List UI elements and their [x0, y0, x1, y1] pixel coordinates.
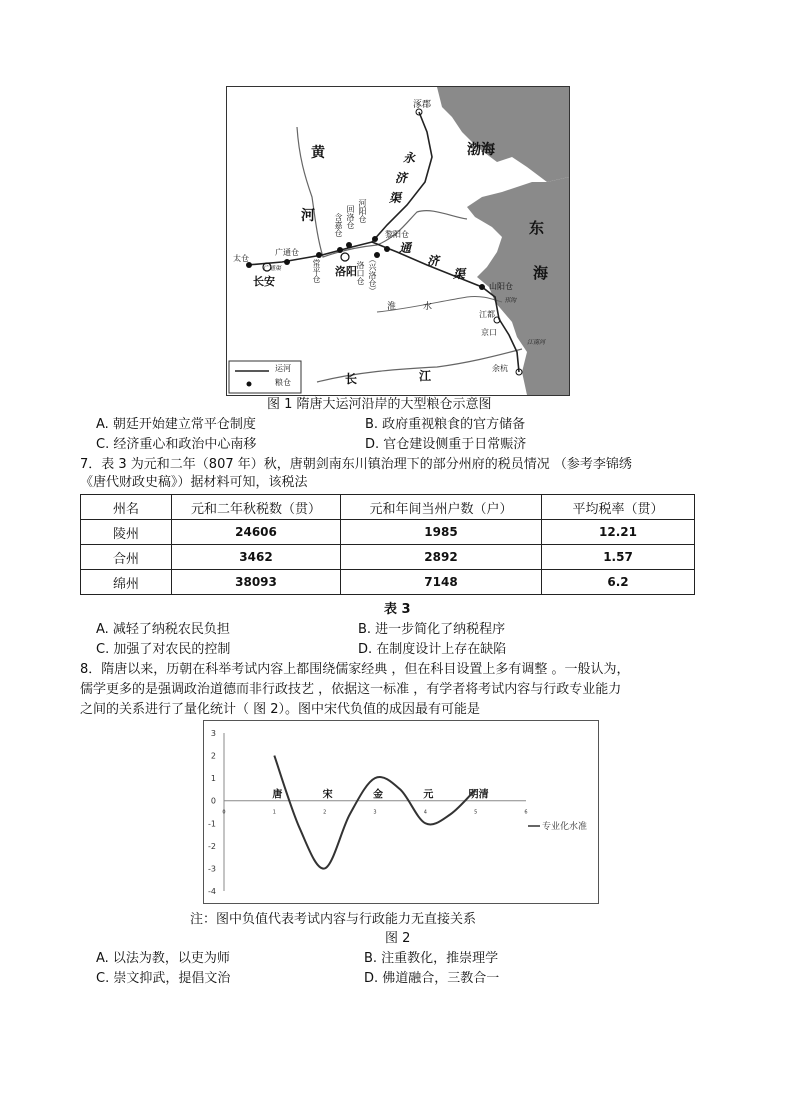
table-header-cell: 元和二年秋税数（贯）	[172, 495, 341, 520]
shanyang-granary-dot	[479, 284, 485, 290]
label-jiangdu: 江都	[479, 310, 495, 319]
label-luoyang: 洛阳	[335, 265, 357, 278]
x-tick-label: 5	[474, 809, 478, 816]
label-yongji-3: 渠	[389, 191, 402, 205]
x-tick-label: 4	[423, 809, 427, 816]
table3-caption: 表 3	[384, 602, 411, 617]
table-cell: 1985	[341, 520, 542, 545]
liyang-granary-dot	[384, 246, 390, 252]
x-tick-label: 2	[323, 809, 327, 816]
y-tick-label: -1	[208, 819, 216, 829]
q6-option-d: D. 官仓建设侧重于日常赈济	[365, 437, 527, 452]
table-row	[81, 520, 695, 545]
y-tick-label: -3	[208, 864, 216, 874]
table-cell: 1.57	[542, 545, 695, 570]
y-tick-label: -2	[208, 841, 216, 851]
label-donghai-2: 海	[533, 264, 549, 282]
label-yongji-1: 永	[403, 151, 416, 165]
label-changjiang-1: 长	[345, 372, 358, 386]
dynasty-label: 明清	[468, 789, 489, 801]
label-changpingcang: 常平仓	[312, 259, 321, 283]
label-tongji-2: 济	[427, 254, 440, 268]
q7-option-c: C. 加强了对农民的控制	[96, 642, 231, 657]
table-cell: 7148	[341, 570, 542, 595]
grand-canal-granary-map	[226, 86, 570, 396]
label-yuhang: 余杭	[492, 364, 508, 373]
luoyang-city-icon	[341, 253, 349, 261]
figure1-caption: 图 1 隋唐大运河沿岸的大型粮仓示意图	[267, 397, 492, 412]
huiluo-granary-dot	[346, 242, 352, 248]
changping-granary-dot	[316, 252, 322, 258]
table-cell: 12.21	[542, 520, 695, 545]
dynasty-label: 元	[423, 789, 434, 801]
table-cell: 陵州	[81, 520, 172, 545]
table-cell: 绵州	[81, 570, 172, 595]
legend-canal-label: 运河	[275, 364, 291, 373]
table-cell: 6.2	[542, 570, 695, 595]
legend-granary-label: 粮仓	[275, 378, 291, 387]
x-tick-label: 1	[272, 809, 276, 816]
guangtong-canal-line	[247, 242, 372, 265]
label-taicang: 太仓	[233, 254, 249, 263]
q8-stem-line1: 8．隋唐以来，历朝在科举考试内容上都围绕儒家经典 ，但在科目设置上多有调整 。一般认为，	[80, 662, 630, 677]
x-tick-label: 6	[524, 809, 528, 816]
legend-granary-dot	[247, 382, 252, 387]
table-cell: 38093	[172, 570, 341, 595]
label-hangou: 邗沟	[504, 297, 517, 304]
guangtong-granary-dot	[284, 259, 290, 265]
y-tick-label: 3	[210, 729, 216, 738]
chart-svg	[204, 721, 598, 903]
map-svg	[227, 87, 569, 395]
table-header-cell: 平均税率（贯）	[542, 495, 695, 520]
legend-label: 专业化水准	[542, 822, 588, 832]
table-header-row	[81, 495, 695, 520]
heyang-granary-dot	[372, 236, 378, 242]
hanjia-granary-dot	[337, 247, 343, 253]
dynasty-label: 唐	[272, 789, 283, 801]
q8-option-b: B. 注重教化，推崇理学	[364, 951, 499, 966]
q8-option-a: A. 以法为教，以吏为师	[96, 951, 230, 966]
q8-option-c: C. 崇文抑武，提倡文治	[96, 971, 231, 986]
table-row	[81, 545, 695, 570]
q8-option-d: D. 佛道融合，三教合一	[364, 971, 500, 986]
label-liyangcang: 黎阳仓	[385, 230, 409, 239]
table-cell: 24606	[172, 520, 341, 545]
label-huiluocang: 回洛仓	[346, 205, 355, 229]
label-changjiang-2: 江	[419, 369, 432, 383]
label-tongji-1: 通	[399, 241, 412, 255]
table-header-cell: 州名	[81, 495, 172, 520]
q7-stem-line2: 《唐代财政史稿》）据材料可知，该税法	[80, 475, 308, 490]
label-tongji-3: 渠	[453, 267, 466, 281]
dynasty-label: 金	[373, 789, 383, 801]
label-huanghe-1: 黄	[311, 145, 325, 161]
y-tick-label: -4	[208, 887, 216, 896]
label-huanghe-2: 河	[301, 208, 315, 224]
label-jiangnanhe: 江南河	[527, 339, 546, 346]
tax-table	[80, 494, 695, 595]
label-bohai: 渤海	[467, 142, 495, 158]
q8-stem-line3: 之间的关系进行了量化统计（ 图 2）。图中宋代负值的成因最有可能是	[80, 702, 481, 717]
q6-option-c: C. 经济重心和政治中心南移	[96, 437, 257, 452]
q7-stem-line1: 7．表 3 为元和二年（807 年）秋，唐朝剑南东川镇治理下的部分州府的税员情况 （参考李锦绣	[80, 457, 632, 472]
label-huai: 淮	[387, 302, 397, 312]
table-row	[81, 570, 695, 595]
label-guangtongcang: 广通仓	[275, 248, 299, 257]
label-heyangcang: 河阳仓	[358, 199, 367, 223]
bohai-sea-shape	[437, 87, 569, 182]
figure2-caption: 图 2	[385, 931, 411, 946]
q7-option-b: B. 进一步简化了纳税程序	[358, 622, 506, 637]
label-guangtongqu: 广通渠	[263, 265, 282, 272]
x-tick-label: 0	[222, 809, 226, 816]
x-tick-label: 3	[373, 809, 377, 816]
label-changan: 长安	[253, 275, 275, 288]
table-header-cell: 元和年间当州户数（户）	[341, 495, 542, 520]
label-shui: 水	[423, 302, 433, 312]
label-xingluocang: （兴洛仓）	[368, 255, 377, 295]
table-cell: 2892	[341, 545, 542, 570]
y-tick-label: 0	[210, 796, 216, 806]
chart-note: 注：图中负值代表考试内容与行政能力无直接关系	[190, 912, 477, 927]
label-yongji-2: 济	[395, 171, 408, 185]
q7-option-a: A. 减轻了纳税农民负担	[96, 622, 230, 637]
label-jingkou: 京口	[481, 328, 497, 337]
dynasty-label: 宋	[322, 789, 333, 801]
label-zhuojun: 涿郡	[413, 100, 432, 110]
q6-option-a: A. 朝廷开始建立常平仓制度	[96, 417, 256, 432]
label-shanyangcang: 山阳仓	[489, 282, 513, 291]
q7-option-d: D. 在制度设计上存在缺陷	[358, 642, 507, 657]
table-cell: 3462	[172, 545, 341, 570]
table-cell: 合州	[81, 545, 172, 570]
y-tick-label: 2	[210, 751, 216, 761]
label-luokoucang: 洛口仓	[356, 261, 365, 285]
q8-stem-line2: 儒学更多的是强调政治道德而非行政技艺 ，依据这一标准 ，有学者将考试内容与行政专业能力	[80, 682, 622, 697]
q6-option-b: B. 政府重视粮食的官方储备	[365, 417, 526, 432]
label-donghai-1: 东	[529, 219, 545, 237]
label-hanjiacang: 含嘉仓	[334, 213, 343, 237]
professionalization-chart	[203, 720, 599, 904]
y-tick-label: 1	[210, 774, 216, 784]
